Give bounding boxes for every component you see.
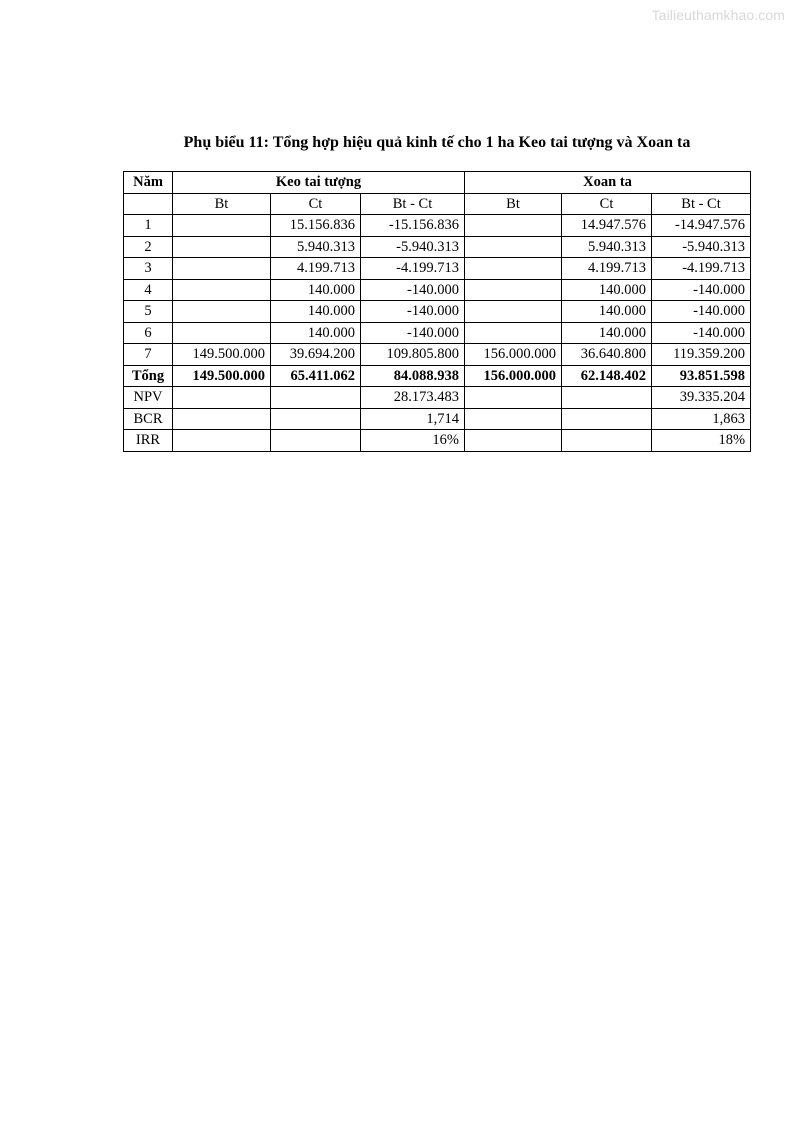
table-cell: -140.000	[361, 279, 465, 301]
group-header-row	[124, 172, 751, 194]
row-label: BCR	[124, 408, 173, 430]
table-cell: 14.947.576	[562, 215, 652, 237]
table-row	[124, 387, 751, 409]
group-header-xoan: Xoan ta	[465, 172, 751, 194]
table-cell: -140.000	[652, 279, 751, 301]
table-row	[124, 408, 751, 430]
table-cell: 5.940.313	[271, 236, 361, 258]
table-cell: 156.000.000	[465, 365, 562, 387]
table-row	[124, 430, 751, 452]
row-label: 3	[124, 258, 173, 280]
table-cell	[173, 322, 271, 344]
subheader-cell: Bt - Ct	[652, 193, 751, 215]
table-cell: 1,863	[652, 408, 751, 430]
table-cell: 39.694.200	[271, 344, 361, 366]
row-label: 5	[124, 301, 173, 323]
table-row	[124, 365, 751, 387]
table-cell	[465, 322, 562, 344]
table-cell: -5.940.313	[652, 236, 751, 258]
table-cell	[465, 258, 562, 280]
table-cell	[465, 215, 562, 237]
table-cell	[271, 387, 361, 409]
table-cell: 28.173.483	[361, 387, 465, 409]
table-cell: 16%	[361, 430, 465, 452]
table-cell: 149.500.000	[173, 344, 271, 366]
table-cell: 4.199.713	[562, 258, 652, 280]
table-cell	[271, 430, 361, 452]
table-cell: 62.148.402	[562, 365, 652, 387]
table-cell: 36.640.800	[562, 344, 652, 366]
table-cell	[173, 236, 271, 258]
table-cell	[271, 408, 361, 430]
row-label: Tổng	[124, 365, 173, 387]
table-cell: 5.940.313	[562, 236, 652, 258]
table-cell	[465, 408, 562, 430]
table-cell: 1,714	[361, 408, 465, 430]
table-cell: -14.947.576	[652, 215, 751, 237]
subheader-cell: Bt	[173, 193, 271, 215]
row-label: 2	[124, 236, 173, 258]
table-cell: -4.199.713	[361, 258, 465, 280]
table-cell	[173, 301, 271, 323]
table-cell: 140.000	[271, 279, 361, 301]
table-cell: 149.500.000	[173, 365, 271, 387]
table-cell: 18%	[652, 430, 751, 452]
table-row	[124, 301, 751, 323]
table-row	[124, 344, 751, 366]
year-header: Năm	[124, 172, 173, 194]
table-cell: 140.000	[562, 322, 652, 344]
table-row	[124, 279, 751, 301]
economic-efficiency-table	[123, 171, 751, 452]
table-cell	[465, 236, 562, 258]
row-label: 4	[124, 279, 173, 301]
row-label: 6	[124, 322, 173, 344]
table-cell: 156.000.000	[465, 344, 562, 366]
table-cell	[465, 387, 562, 409]
row-label: 1	[124, 215, 173, 237]
watermark: Tailieuthamkhao.com	[651, 7, 785, 23]
table-cell	[173, 430, 271, 452]
table-cell: 140.000	[271, 301, 361, 323]
table-cell: 140.000	[271, 322, 361, 344]
table-cell	[173, 279, 271, 301]
table-cell: -140.000	[652, 301, 751, 323]
table-cell: 109.805.800	[361, 344, 465, 366]
table-row	[124, 236, 751, 258]
table-row	[124, 215, 751, 237]
table-cell: -5.940.313	[361, 236, 465, 258]
subheader-cell: Bt - Ct	[361, 193, 465, 215]
table-cell	[173, 408, 271, 430]
table-cell: 140.000	[562, 301, 652, 323]
table-cell: -140.000	[361, 301, 465, 323]
table-cell: 39.335.204	[652, 387, 751, 409]
table-cell	[562, 408, 652, 430]
table-cell	[465, 301, 562, 323]
row-label: NPV	[124, 387, 173, 409]
row-label: IRR	[124, 430, 173, 452]
table-cell: 4.199.713	[271, 258, 361, 280]
table-cell	[173, 215, 271, 237]
subheader-cell: Ct	[271, 193, 361, 215]
page-title: Phụ biểu 11: Tổng hợp hiệu quả kinh tế cho 1 ha Keo tai tượng và Xoan ta	[183, 134, 691, 151]
row-label: 7	[124, 344, 173, 366]
table-cell	[562, 387, 652, 409]
subheader-blank	[124, 193, 173, 215]
table-cell: -4.199.713	[652, 258, 751, 280]
table-cell: -140.000	[361, 322, 465, 344]
subheader-cell: Bt	[465, 193, 562, 215]
table-cell: 65.411.062	[271, 365, 361, 387]
group-header-keo: Keo tai tượng	[173, 172, 465, 194]
table-cell	[173, 258, 271, 280]
table-cell	[562, 430, 652, 452]
table-cell: 140.000	[562, 279, 652, 301]
table-row	[124, 322, 751, 344]
table-cell: 119.359.200	[652, 344, 751, 366]
subheader-cell: Ct	[562, 193, 652, 215]
table-cell: -15.156.836	[361, 215, 465, 237]
table-row	[124, 258, 751, 280]
subheader-row	[124, 193, 751, 215]
table-cell: 15.156.836	[271, 215, 361, 237]
table-cell	[173, 387, 271, 409]
table-cell	[465, 430, 562, 452]
table-cell: 84.088.938	[361, 365, 465, 387]
table-cell: 93.851.598	[652, 365, 751, 387]
table-cell: -140.000	[652, 322, 751, 344]
table-cell	[465, 279, 562, 301]
